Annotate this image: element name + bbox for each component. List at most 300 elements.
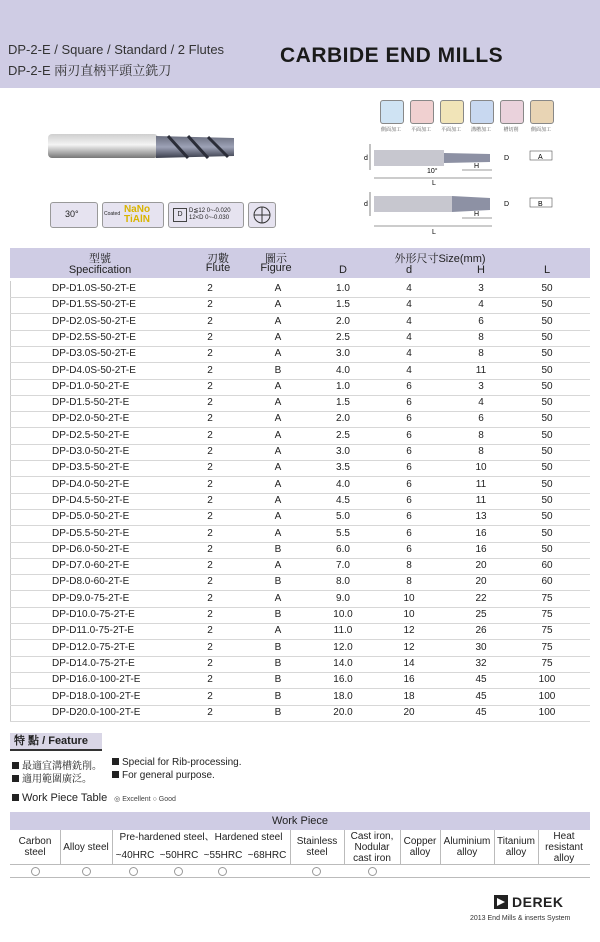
cell-d: 6 bbox=[406, 429, 412, 441]
cell-H: 8 bbox=[478, 331, 484, 343]
cell-flute: 2 bbox=[207, 592, 213, 604]
cell-D: 2.0 bbox=[336, 413, 350, 425]
cell-figure: B bbox=[274, 690, 282, 702]
cell-spec: DP-D6.0-50-2T-E bbox=[52, 543, 130, 555]
cell-d: 20 bbox=[403, 706, 415, 718]
cell-L: 50 bbox=[541, 283, 553, 294]
rating-circle bbox=[31, 867, 40, 876]
bullet-icon bbox=[12, 762, 19, 769]
table-row bbox=[10, 411, 590, 428]
cell-D: 1.5 bbox=[336, 299, 350, 311]
feature-cn-2 bbox=[12, 770, 92, 785]
cell-figure: A bbox=[274, 380, 282, 392]
cell-flute: 2 bbox=[207, 641, 213, 653]
cell-H: 8 bbox=[478, 348, 484, 360]
label-B: B bbox=[538, 201, 543, 208]
cell-spec: DP-D11.0-75-2T-E bbox=[52, 625, 135, 637]
hrc-40: ~40HRC bbox=[115, 850, 155, 861]
cell-D: 11.0 bbox=[333, 625, 353, 637]
cell-figure: A bbox=[274, 446, 282, 457]
machining-label: 溝槽加工 bbox=[470, 127, 491, 133]
cell-D: 6.0 bbox=[336, 543, 350, 555]
tialn-label: TiAlN bbox=[124, 214, 150, 225]
coating-badge bbox=[102, 202, 164, 228]
cell-spec: DP-D2.5S-50-2T-E bbox=[52, 331, 136, 343]
cell-L: 50 bbox=[541, 413, 553, 425]
cell-d: 6 bbox=[406, 462, 412, 474]
cell-d: 6 bbox=[406, 527, 412, 539]
cell-flute: 2 bbox=[207, 315, 213, 327]
end-view-icon bbox=[249, 203, 275, 227]
cell-d: 6 bbox=[406, 511, 412, 523]
cell-D: 2.0 bbox=[336, 315, 350, 327]
cell-spec: DP-D1.5S-50-2T-E bbox=[52, 299, 136, 311]
table-row bbox=[10, 705, 590, 722]
product-line-cn: DP-2-E 兩刃直柄平頭立銑刀 bbox=[8, 63, 172, 78]
cell-d: 8 bbox=[406, 576, 412, 588]
col-L: L bbox=[543, 264, 551, 276]
helix-angle: 30° bbox=[65, 209, 79, 219]
rating-circle bbox=[368, 867, 377, 876]
dim-d-a: d bbox=[364, 155, 368, 162]
cell-H: 45 bbox=[475, 674, 487, 686]
legend-excellent: Excellent bbox=[122, 796, 151, 803]
cell-L: 50 bbox=[541, 511, 553, 523]
cell-H: 25 bbox=[475, 609, 487, 620]
cell-H: 16 bbox=[475, 527, 487, 539]
coated-label: Coated bbox=[104, 211, 121, 217]
cell-H: 11 bbox=[475, 364, 487, 376]
cell-L: 50 bbox=[541, 429, 553, 441]
table-row bbox=[10, 428, 590, 445]
figure-a-drawing bbox=[370, 144, 552, 178]
cell-H: 4 bbox=[478, 397, 484, 409]
dim-D-a: D bbox=[504, 155, 510, 162]
cell-flute: 2 bbox=[207, 413, 213, 425]
cell-spec: DP-D5.5-50-2T-E bbox=[52, 527, 130, 539]
cell-L: 75 bbox=[541, 609, 553, 620]
cell-L: 50 bbox=[541, 478, 553, 490]
cell-D: 2.5 bbox=[336, 331, 350, 343]
cell-flute: 2 bbox=[207, 364, 213, 376]
cell-spec: DP-D10.0-75-2T-E bbox=[52, 609, 135, 620]
cell-D: 1.0 bbox=[336, 283, 350, 294]
table-row bbox=[10, 689, 590, 706]
cell-H: 8 bbox=[478, 429, 484, 441]
feature-en-1-text: Special for Rib-processing. bbox=[122, 757, 242, 768]
cell-d: 6 bbox=[406, 380, 412, 392]
cell-D: 1.5 bbox=[336, 397, 350, 409]
cell-flute: 2 bbox=[207, 543, 213, 555]
cell-figure: A bbox=[274, 429, 282, 441]
end-view-badge bbox=[248, 202, 276, 228]
cell-spec: DP-D3.5-50-2T-E bbox=[52, 462, 130, 474]
cell-spec: DP-D7.0-60-2T-E bbox=[52, 560, 130, 572]
rating-circle bbox=[218, 867, 227, 876]
feature-cn-1-text: 最適宜溝槽銑削。 bbox=[22, 761, 102, 772]
cell-D: 1.0 bbox=[336, 380, 350, 392]
cell-figure: B bbox=[274, 641, 282, 653]
machining-label: 槽切削 bbox=[503, 127, 519, 133]
rating-circle bbox=[129, 867, 138, 876]
figure-b-drawing bbox=[370, 192, 552, 226]
legend-good: Good bbox=[158, 796, 176, 803]
cell-figure: A bbox=[274, 560, 282, 572]
hrc-55: ~55HRC bbox=[203, 850, 243, 861]
cell-d: 4 bbox=[406, 331, 412, 343]
cell-flute: 2 bbox=[207, 462, 213, 474]
table-row bbox=[10, 591, 590, 608]
derek-logo-icon bbox=[494, 895, 508, 909]
table-row bbox=[10, 542, 590, 559]
cell-L: 75 bbox=[541, 592, 553, 604]
cell-H: 32 bbox=[475, 657, 487, 669]
table-row bbox=[10, 477, 590, 494]
end-mill-image bbox=[48, 128, 238, 164]
cell-H: 6 bbox=[478, 315, 484, 327]
col-size-group: 外形尺寸Size(mm) bbox=[394, 253, 486, 265]
cell-d: 10 bbox=[403, 609, 415, 620]
cell-H: 3 bbox=[478, 283, 484, 294]
table-row bbox=[10, 460, 590, 477]
dim-L-b: L bbox=[432, 229, 436, 236]
cell-flute: 2 bbox=[207, 283, 213, 294]
table-row bbox=[10, 379, 590, 396]
dim-d-b: d bbox=[364, 201, 368, 208]
dim-H-b: H bbox=[474, 211, 480, 218]
cell-flute: 2 bbox=[207, 527, 213, 539]
col-H: H bbox=[477, 264, 485, 276]
cell-L: 50 bbox=[541, 543, 553, 555]
tolerance-icon: D bbox=[173, 208, 187, 222]
cell-spec: DP-D2.5-50-2T-E bbox=[52, 429, 130, 441]
cell-d: 6 bbox=[406, 478, 412, 490]
prehardened-label: Pre-hardened steel、Hardened steel bbox=[119, 832, 283, 843]
col-stainless: Stainless steel bbox=[290, 830, 345, 864]
col-d: d bbox=[405, 264, 413, 276]
cell-spec: DP-D2.0S-50-2T-E bbox=[52, 315, 136, 327]
cell-spec: DP-D3.0S-50-2T-E bbox=[52, 348, 136, 360]
cell-spec: DP-D3.0-50-2T-E bbox=[52, 446, 130, 457]
col-aluminium: Aluminium alloy bbox=[440, 830, 495, 864]
cell-D: 5.0 bbox=[336, 511, 350, 523]
cell-figure: A bbox=[274, 348, 282, 360]
col-alloy-steel: Alloy steel bbox=[60, 830, 113, 864]
col-flute-cn: 刃數 bbox=[207, 253, 229, 265]
cell-D: 3.0 bbox=[336, 446, 350, 457]
helix-angle-badge bbox=[50, 202, 98, 228]
tolerance-badge bbox=[168, 202, 244, 228]
profile-milling-icon bbox=[530, 100, 554, 124]
cell-spec: DP-D5.0-50-2T-E bbox=[52, 511, 130, 523]
cell-figure: B bbox=[274, 364, 282, 376]
cell-L: 100 bbox=[538, 674, 556, 686]
cell-D: 12.0 bbox=[333, 641, 353, 653]
cell-spec: DP-D12.0-75-2T-E bbox=[52, 641, 135, 653]
col-titanium: Titanium alloy bbox=[494, 830, 539, 864]
table-row bbox=[10, 281, 590, 298]
cell-d: 8 bbox=[406, 560, 412, 572]
col-carbon-steel: Carbon steel bbox=[10, 830, 61, 864]
cell-flute: 2 bbox=[207, 380, 213, 392]
cell-spec: DP-D4.0-50-2T-E bbox=[52, 478, 130, 490]
col-spec-en: Specification bbox=[68, 264, 132, 276]
workpiece-columns bbox=[10, 830, 590, 864]
cell-flute: 2 bbox=[207, 331, 213, 343]
cell-figure: B bbox=[274, 706, 282, 718]
cell-d: 12 bbox=[403, 625, 415, 637]
cell-D: 20.0 bbox=[333, 706, 353, 718]
cell-spec: DP-D1.5-50-2T-E bbox=[52, 397, 130, 409]
cell-figure: A bbox=[274, 413, 282, 425]
cell-L: 50 bbox=[541, 397, 553, 409]
col-copper: Copper alloy bbox=[400, 830, 441, 864]
col-heat-resistant: Heat resistant alloy bbox=[545, 830, 583, 864]
cell-d: 6 bbox=[406, 543, 412, 555]
cell-d: 4 bbox=[406, 283, 412, 294]
feature-heading: 特 點 / Feature bbox=[10, 733, 102, 751]
cell-d: 18 bbox=[403, 690, 415, 702]
tolerance-line-2: 12<D 0~-0.030 bbox=[189, 215, 230, 221]
cell-D: 16.0 bbox=[333, 674, 353, 686]
hrc-50: ~50HRC bbox=[159, 850, 199, 861]
cell-d: 16 bbox=[403, 674, 415, 686]
cell-H: 13 bbox=[475, 511, 487, 523]
cell-L: 100 bbox=[538, 690, 556, 702]
cell-spec: DP-D2.0-50-2T-E bbox=[52, 413, 130, 425]
cell-spec: DP-D9.0-75-2T-E bbox=[52, 592, 130, 604]
footer-text: 2013 End Mills & inserts System bbox=[470, 915, 571, 922]
cell-H: 16 bbox=[475, 543, 487, 555]
rating-circle bbox=[312, 867, 321, 876]
feature-en-2-text: For general purpose. bbox=[122, 770, 215, 781]
table-row bbox=[10, 346, 590, 363]
cell-figure: A bbox=[274, 592, 282, 604]
workpiece-table-label: Work Piece Table bbox=[22, 792, 108, 804]
label-A: A bbox=[538, 154, 543, 161]
cell-flute: 2 bbox=[207, 299, 213, 311]
nano-tialn-logo bbox=[117, 205, 157, 225]
table-row bbox=[10, 330, 590, 347]
cell-figure: A bbox=[274, 511, 282, 523]
cell-L: 75 bbox=[541, 657, 553, 669]
cell-flute: 2 bbox=[207, 397, 213, 409]
cell-figure: A bbox=[274, 625, 282, 637]
cell-spec: DP-D20.0-100-2T-E bbox=[52, 706, 141, 718]
table-row bbox=[10, 672, 590, 689]
bullet-icon bbox=[12, 794, 19, 801]
cell-flute: 2 bbox=[207, 348, 213, 360]
table-row bbox=[10, 363, 590, 380]
cell-figure: B bbox=[274, 609, 282, 620]
table-row bbox=[10, 607, 590, 624]
table-row bbox=[10, 574, 590, 591]
cell-d: 4 bbox=[406, 299, 412, 311]
dimension-drawings bbox=[362, 140, 562, 240]
cell-spec: DP-D1.0-50-2T-E bbox=[52, 380, 130, 392]
nano-label: NaNo bbox=[123, 204, 151, 215]
cell-L: 100 bbox=[538, 706, 556, 718]
hrc-68: ~68HRC bbox=[247, 850, 287, 861]
product-line-en: DP-2-E / Square / Standard / 2 Flutes bbox=[8, 42, 225, 57]
cell-d: 14 bbox=[403, 657, 415, 669]
cell-flute: 2 bbox=[207, 706, 213, 718]
cell-flute: 2 bbox=[207, 560, 213, 572]
cell-figure: A bbox=[274, 397, 282, 409]
col-flute-en: Flute bbox=[205, 262, 231, 274]
cell-flute: 2 bbox=[207, 625, 213, 637]
cell-L: 50 bbox=[541, 331, 553, 343]
cell-flute: 2 bbox=[207, 478, 213, 490]
cell-d: 12 bbox=[403, 641, 415, 653]
cell-L: 50 bbox=[541, 380, 553, 392]
cell-spec: DP-D4.0S-50-2T-E bbox=[52, 364, 136, 376]
cell-D: 5.5 bbox=[336, 527, 350, 539]
cell-figure: A bbox=[274, 331, 282, 343]
cell-H: 45 bbox=[475, 690, 487, 702]
cell-d: 10 bbox=[403, 592, 415, 604]
bullet-icon bbox=[112, 771, 119, 778]
cell-H: 11 bbox=[475, 478, 487, 490]
cell-L: 50 bbox=[541, 315, 553, 327]
cell-L: 75 bbox=[541, 641, 553, 653]
cell-L: 60 bbox=[541, 560, 553, 572]
cell-figure: B bbox=[274, 674, 282, 686]
cell-L: 50 bbox=[541, 364, 553, 376]
cell-d: 4 bbox=[406, 315, 412, 327]
col-spec-cn: 型號 bbox=[89, 253, 111, 265]
cell-H: 22 bbox=[475, 592, 487, 604]
face-milling-icon bbox=[410, 100, 434, 124]
machining-label: 平面加工 bbox=[410, 127, 431, 133]
feature-en-2 bbox=[112, 770, 215, 781]
cell-D: 3.5 bbox=[336, 462, 350, 474]
machining-label: 側面加工 bbox=[530, 127, 551, 133]
cell-H: 45 bbox=[475, 706, 487, 718]
cell-figure: A bbox=[274, 283, 282, 294]
cell-d: 6 bbox=[406, 494, 412, 506]
dim-D-b: D bbox=[504, 201, 510, 208]
rating-circle bbox=[82, 867, 91, 876]
table-row bbox=[10, 297, 590, 314]
header-banner bbox=[0, 0, 600, 88]
cell-D: 10.0 bbox=[333, 609, 353, 620]
cell-L: 50 bbox=[541, 494, 553, 506]
angle-label: 10° bbox=[427, 168, 438, 175]
cell-spec: DP-D8.0-60-2T-E bbox=[52, 576, 130, 588]
table-row bbox=[10, 656, 590, 673]
cell-flute: 2 bbox=[207, 494, 213, 506]
cell-figure: A bbox=[274, 315, 282, 327]
cell-L: 50 bbox=[541, 446, 553, 457]
cell-D: 4.5 bbox=[336, 494, 350, 506]
cell-H: 11 bbox=[475, 494, 487, 506]
cell-D: 18.0 bbox=[333, 690, 353, 702]
feature-en-1 bbox=[112, 757, 242, 768]
brand-name: DEREK bbox=[512, 894, 564, 910]
cell-spec: DP-D1.0S-50-2T-E bbox=[52, 283, 136, 294]
cell-figure: A bbox=[274, 527, 282, 539]
cell-figure: B bbox=[274, 657, 282, 669]
cell-spec: DP-D14.0-75-2T-E bbox=[52, 657, 135, 669]
col-figure-en: Figure bbox=[260, 262, 292, 274]
feature-cn-2-text: 適用範圍廣泛。 bbox=[22, 774, 92, 785]
cell-d: 6 bbox=[406, 446, 412, 457]
plane-milling-icon bbox=[440, 100, 464, 124]
cell-figure: A bbox=[274, 494, 282, 506]
cell-flute: 2 bbox=[207, 511, 213, 523]
cell-H: 4 bbox=[478, 299, 484, 311]
table-row bbox=[10, 444, 590, 461]
cell-H: 6 bbox=[478, 413, 484, 425]
cell-d: 4 bbox=[406, 348, 412, 360]
page-title: CARBIDE END MILLS bbox=[280, 44, 504, 67]
table-row bbox=[10, 509, 590, 526]
workpiece-ratings bbox=[10, 864, 590, 878]
cell-figure: B bbox=[274, 576, 282, 588]
table-row bbox=[10, 314, 590, 331]
cell-figure: B bbox=[274, 543, 282, 555]
cell-H: 20 bbox=[475, 560, 487, 572]
cell-flute: 2 bbox=[207, 446, 213, 457]
cell-L: 50 bbox=[541, 348, 553, 360]
cell-D: 7.0 bbox=[336, 560, 350, 572]
bullet-icon bbox=[12, 775, 19, 782]
machining-label: 側面加工 bbox=[380, 127, 401, 133]
cell-L: 50 bbox=[541, 299, 553, 311]
cell-L: 50 bbox=[541, 462, 553, 474]
cell-D: 8.0 bbox=[336, 576, 350, 588]
cell-spec: DP-D18.0-100-2T-E bbox=[52, 690, 141, 702]
table-row bbox=[10, 640, 590, 657]
machining-label: 平面加工 bbox=[440, 127, 461, 133]
cell-L: 60 bbox=[541, 576, 553, 588]
cell-flute: 2 bbox=[207, 674, 213, 686]
cell-flute: 2 bbox=[207, 429, 213, 441]
cell-H: 26 bbox=[475, 625, 487, 637]
cell-spec: DP-D16.0-100-2T-E bbox=[52, 674, 141, 686]
tolerance-line-1: D≦12 0~-0.020 bbox=[189, 208, 231, 214]
cell-H: 10 bbox=[475, 462, 487, 474]
cell-figure: A bbox=[274, 299, 282, 311]
table-row bbox=[10, 395, 590, 412]
col-figure-cn: 圖示 bbox=[265, 253, 287, 265]
bullet-icon bbox=[112, 758, 119, 765]
slot-milling-icon bbox=[470, 100, 494, 124]
dim-H-a: H bbox=[474, 163, 480, 170]
cell-H: 8 bbox=[478, 446, 484, 457]
col-D: D bbox=[339, 264, 347, 276]
cell-D: 2.5 bbox=[336, 429, 350, 441]
cell-H: 20 bbox=[475, 576, 487, 588]
cell-flute: 2 bbox=[207, 690, 213, 702]
dim-L-a: L bbox=[432, 180, 436, 187]
cell-d: 6 bbox=[406, 413, 412, 425]
cell-d: 6 bbox=[406, 397, 412, 409]
cell-flute: 2 bbox=[207, 576, 213, 588]
cell-D: 14.0 bbox=[333, 657, 353, 669]
cell-flute: 2 bbox=[207, 609, 213, 620]
cell-D: 3.0 bbox=[336, 348, 350, 360]
groove-cut-icon bbox=[500, 100, 524, 124]
table-row bbox=[10, 526, 590, 543]
workpiece-legend: Work Piece Table ◎ Excellent ○ Good bbox=[12, 792, 176, 804]
cell-d: 4 bbox=[406, 364, 412, 376]
rating-circle bbox=[174, 867, 183, 876]
cell-H: 3 bbox=[478, 380, 484, 392]
cell-flute: 2 bbox=[207, 657, 213, 669]
cell-H: 30 bbox=[475, 641, 487, 653]
